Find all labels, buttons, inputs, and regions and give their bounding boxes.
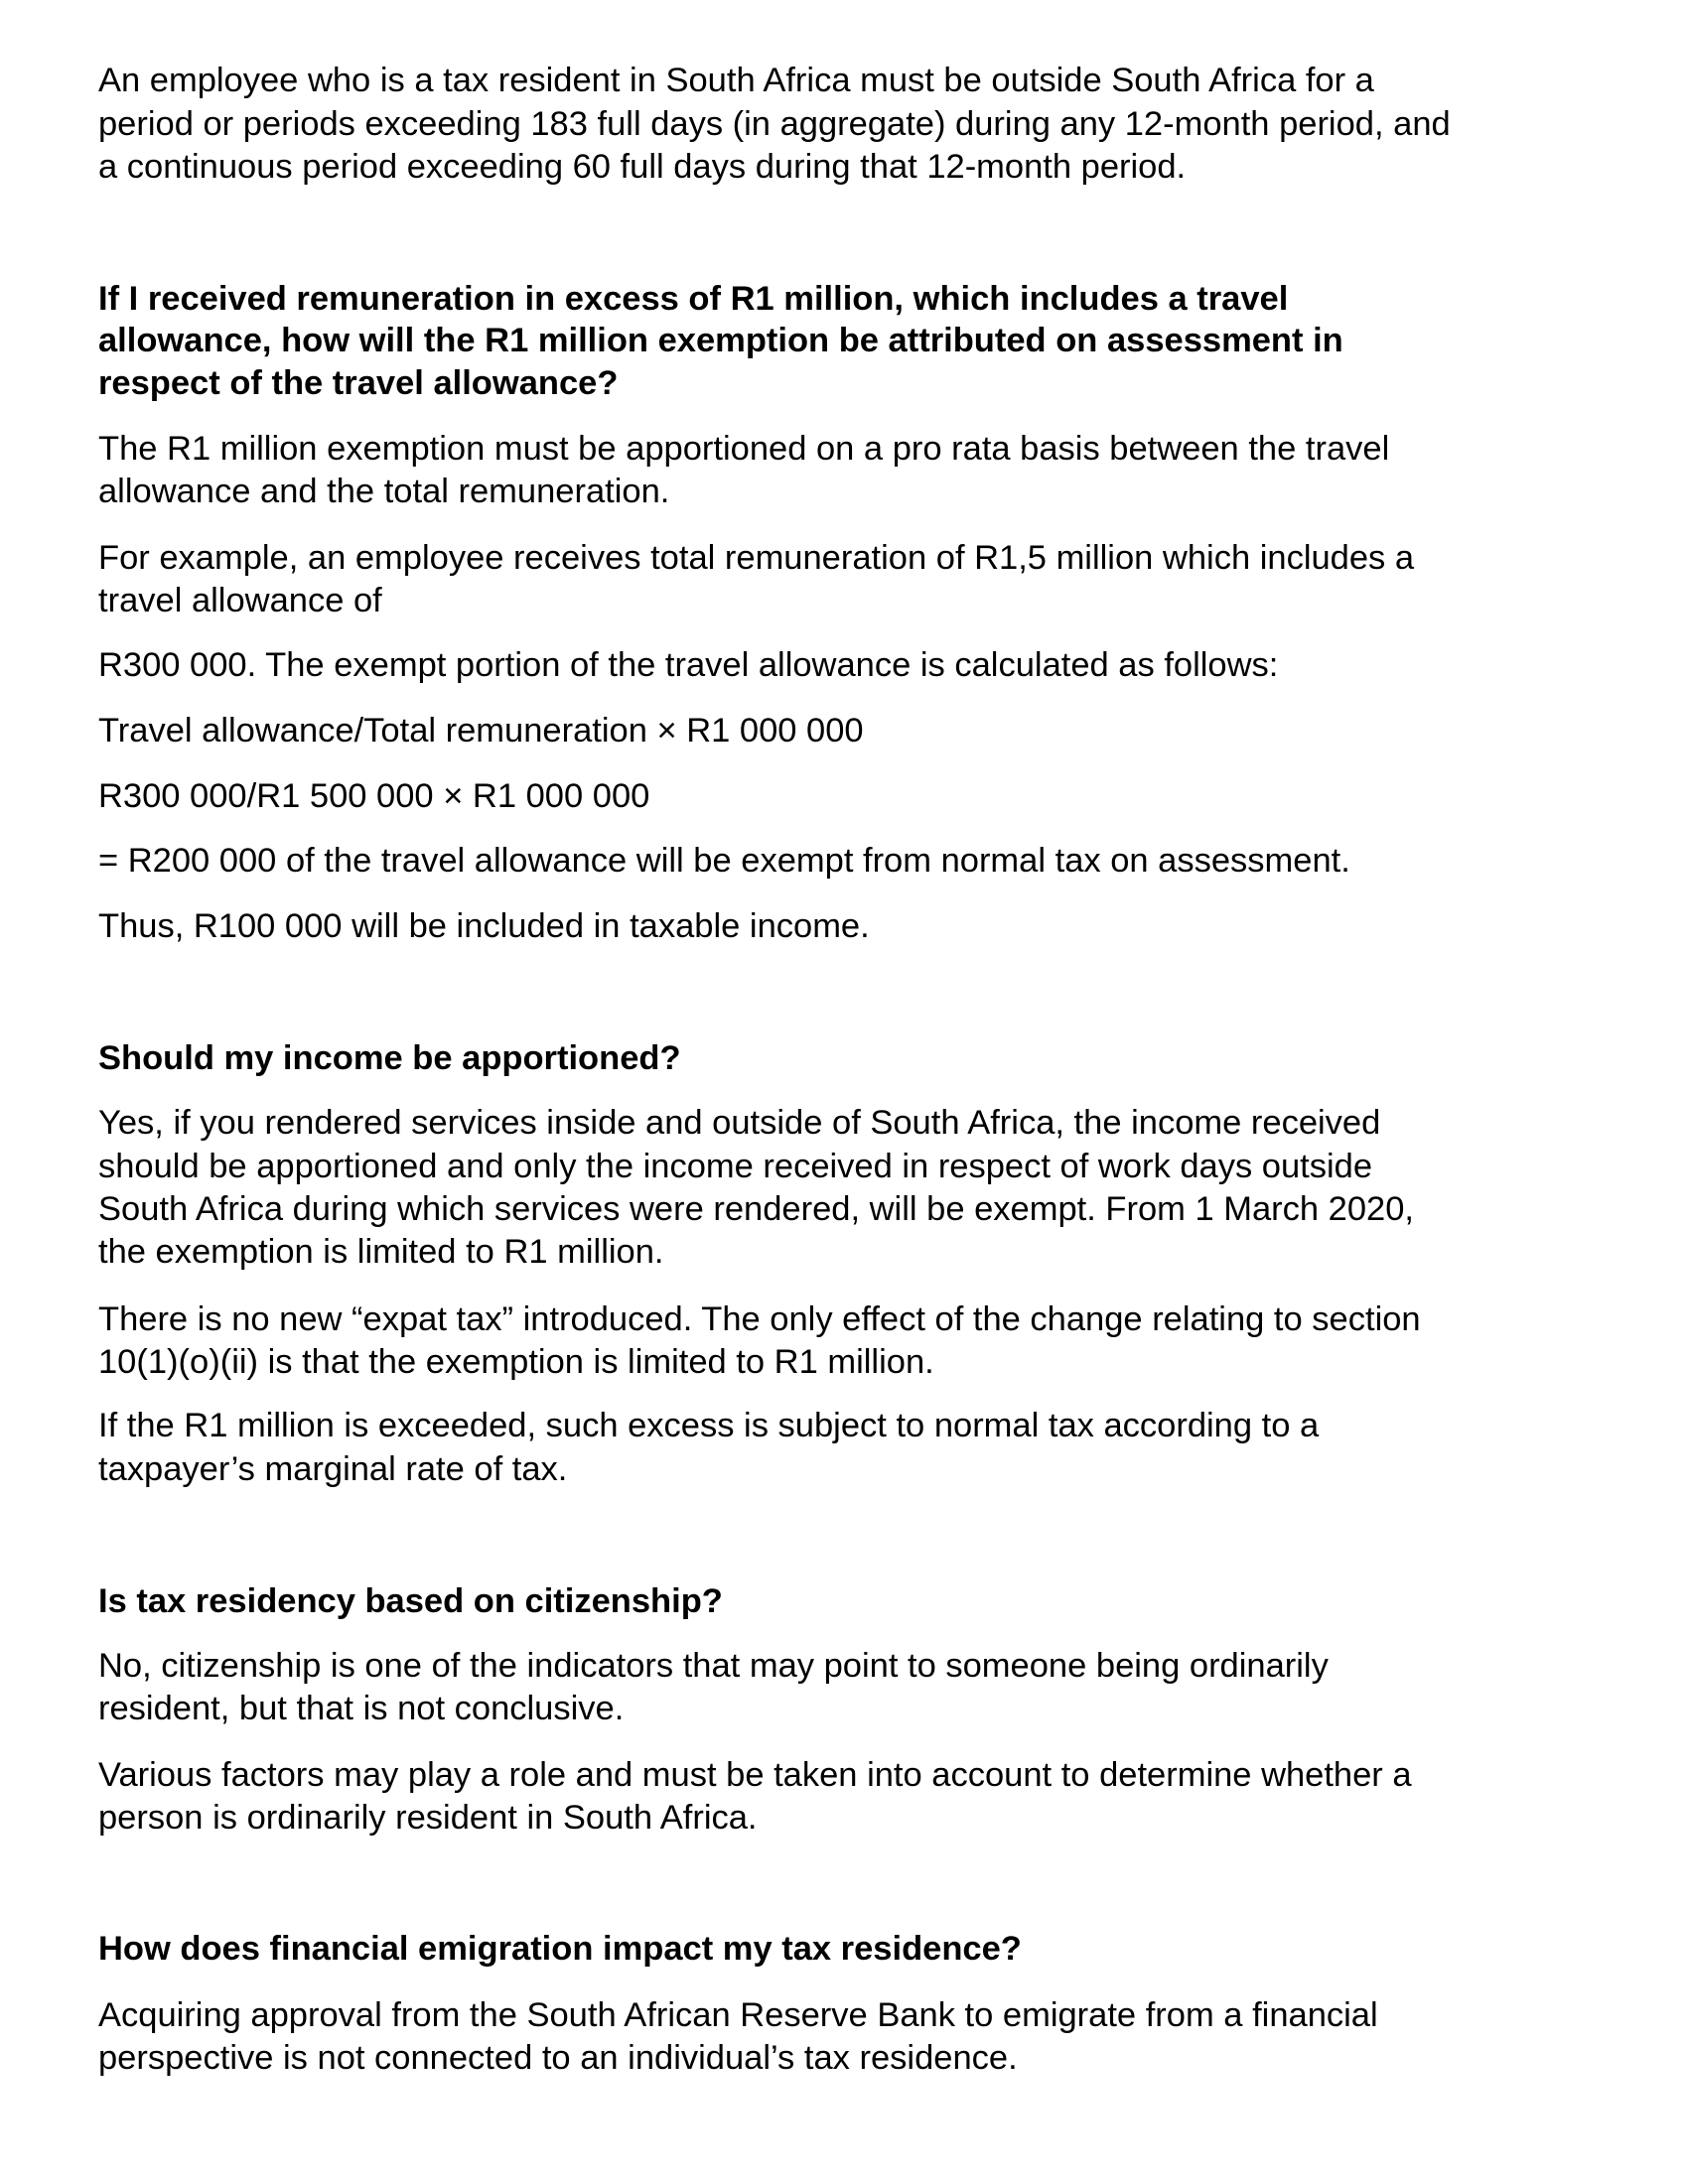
section-heading: Should my income be apportioned? xyxy=(98,1039,681,1077)
text-line: For example, an employee receives total remuneration of R1,5 million which includes a xyxy=(98,539,1415,577)
text-line: travel allowance of xyxy=(98,582,382,619)
text-line: the exemption is limited to R1 million. xyxy=(98,1233,664,1271)
section-heading: Is tax residency based on citizenship? xyxy=(98,1582,723,1620)
text-line: The R1 million exemption must be apportioned on a pro rata basis between the travel xyxy=(98,430,1390,468)
text-line: South Africa during which services were rendered, will be exempt. From 1 March 2020, xyxy=(98,1190,1415,1228)
text-line: No, citizenship is one of the indicators that may point to someone being ordinarily xyxy=(98,1647,1329,1685)
text-line: Acquiring approval from the South African Reserve Bank to emigrate from a financial xyxy=(98,1996,1378,2034)
text-line: a continuous period exceeding 60 full days during that 12-month period. xyxy=(98,148,1187,186)
formula-line: R300 000/R1 500 000 × R1 000 000 xyxy=(98,777,650,815)
text-line: An employee who is a tax resident in South Africa must be outside South Africa for a xyxy=(98,62,1374,99)
text-line: taxpayer’s marginal rate of tax. xyxy=(98,1450,568,1488)
text-line: 10(1)(o)(ii) is that the exemption is limited to R1 million. xyxy=(98,1343,934,1381)
text-line: allowance and the total remuneration. xyxy=(98,473,670,510)
formula-line: Travel allowance/Total remuneration × R1 000 000 xyxy=(98,712,864,750)
text-line: Various factors may play a role and must be taken into account to determine whether a xyxy=(98,1756,1412,1794)
text-line: R300 000. The exempt portion of the travel allowance is calculated as follows: xyxy=(98,646,1279,684)
section-heading: How does financial emigration impact my tax residence? xyxy=(98,1930,1022,1968)
text-line: should be apportioned and only the income received in respect of work days outside xyxy=(98,1148,1373,1185)
section-heading: respect of the travel allowance? xyxy=(98,364,619,402)
text-line: person is ordinarily resident in South Africa. xyxy=(98,1799,758,1837)
text-line: Yes, if you rendered services inside and outside of South Africa, the income received xyxy=(98,1104,1381,1142)
result-line: = R200 000 of the travel allowance will be exempt from normal tax on assessment. xyxy=(98,842,1350,880)
text-line: period or periods exceeding 183 full days (in aggregate) during any 12-month period, and xyxy=(98,105,1451,143)
section-heading: allowance, how will the R1 million exemption be attributed on assessment in xyxy=(98,322,1343,359)
text-line: perspective is not connected to an individual’s tax residence. xyxy=(98,2039,1018,2077)
text-line: resident, but that is not conclusive. xyxy=(98,1690,625,1727)
text-line: There is no new “expat tax” introduced. The only effect of the change relating to section xyxy=(98,1300,1421,1338)
text-line: If the R1 million is exceeded, such excess is subject to normal tax according to a xyxy=(98,1407,1320,1444)
section-heading: If I received remuneration in excess of R1 million, which includes a travel xyxy=(98,280,1289,318)
text-line: Thus, R100 000 will be included in taxable income. xyxy=(98,907,870,945)
